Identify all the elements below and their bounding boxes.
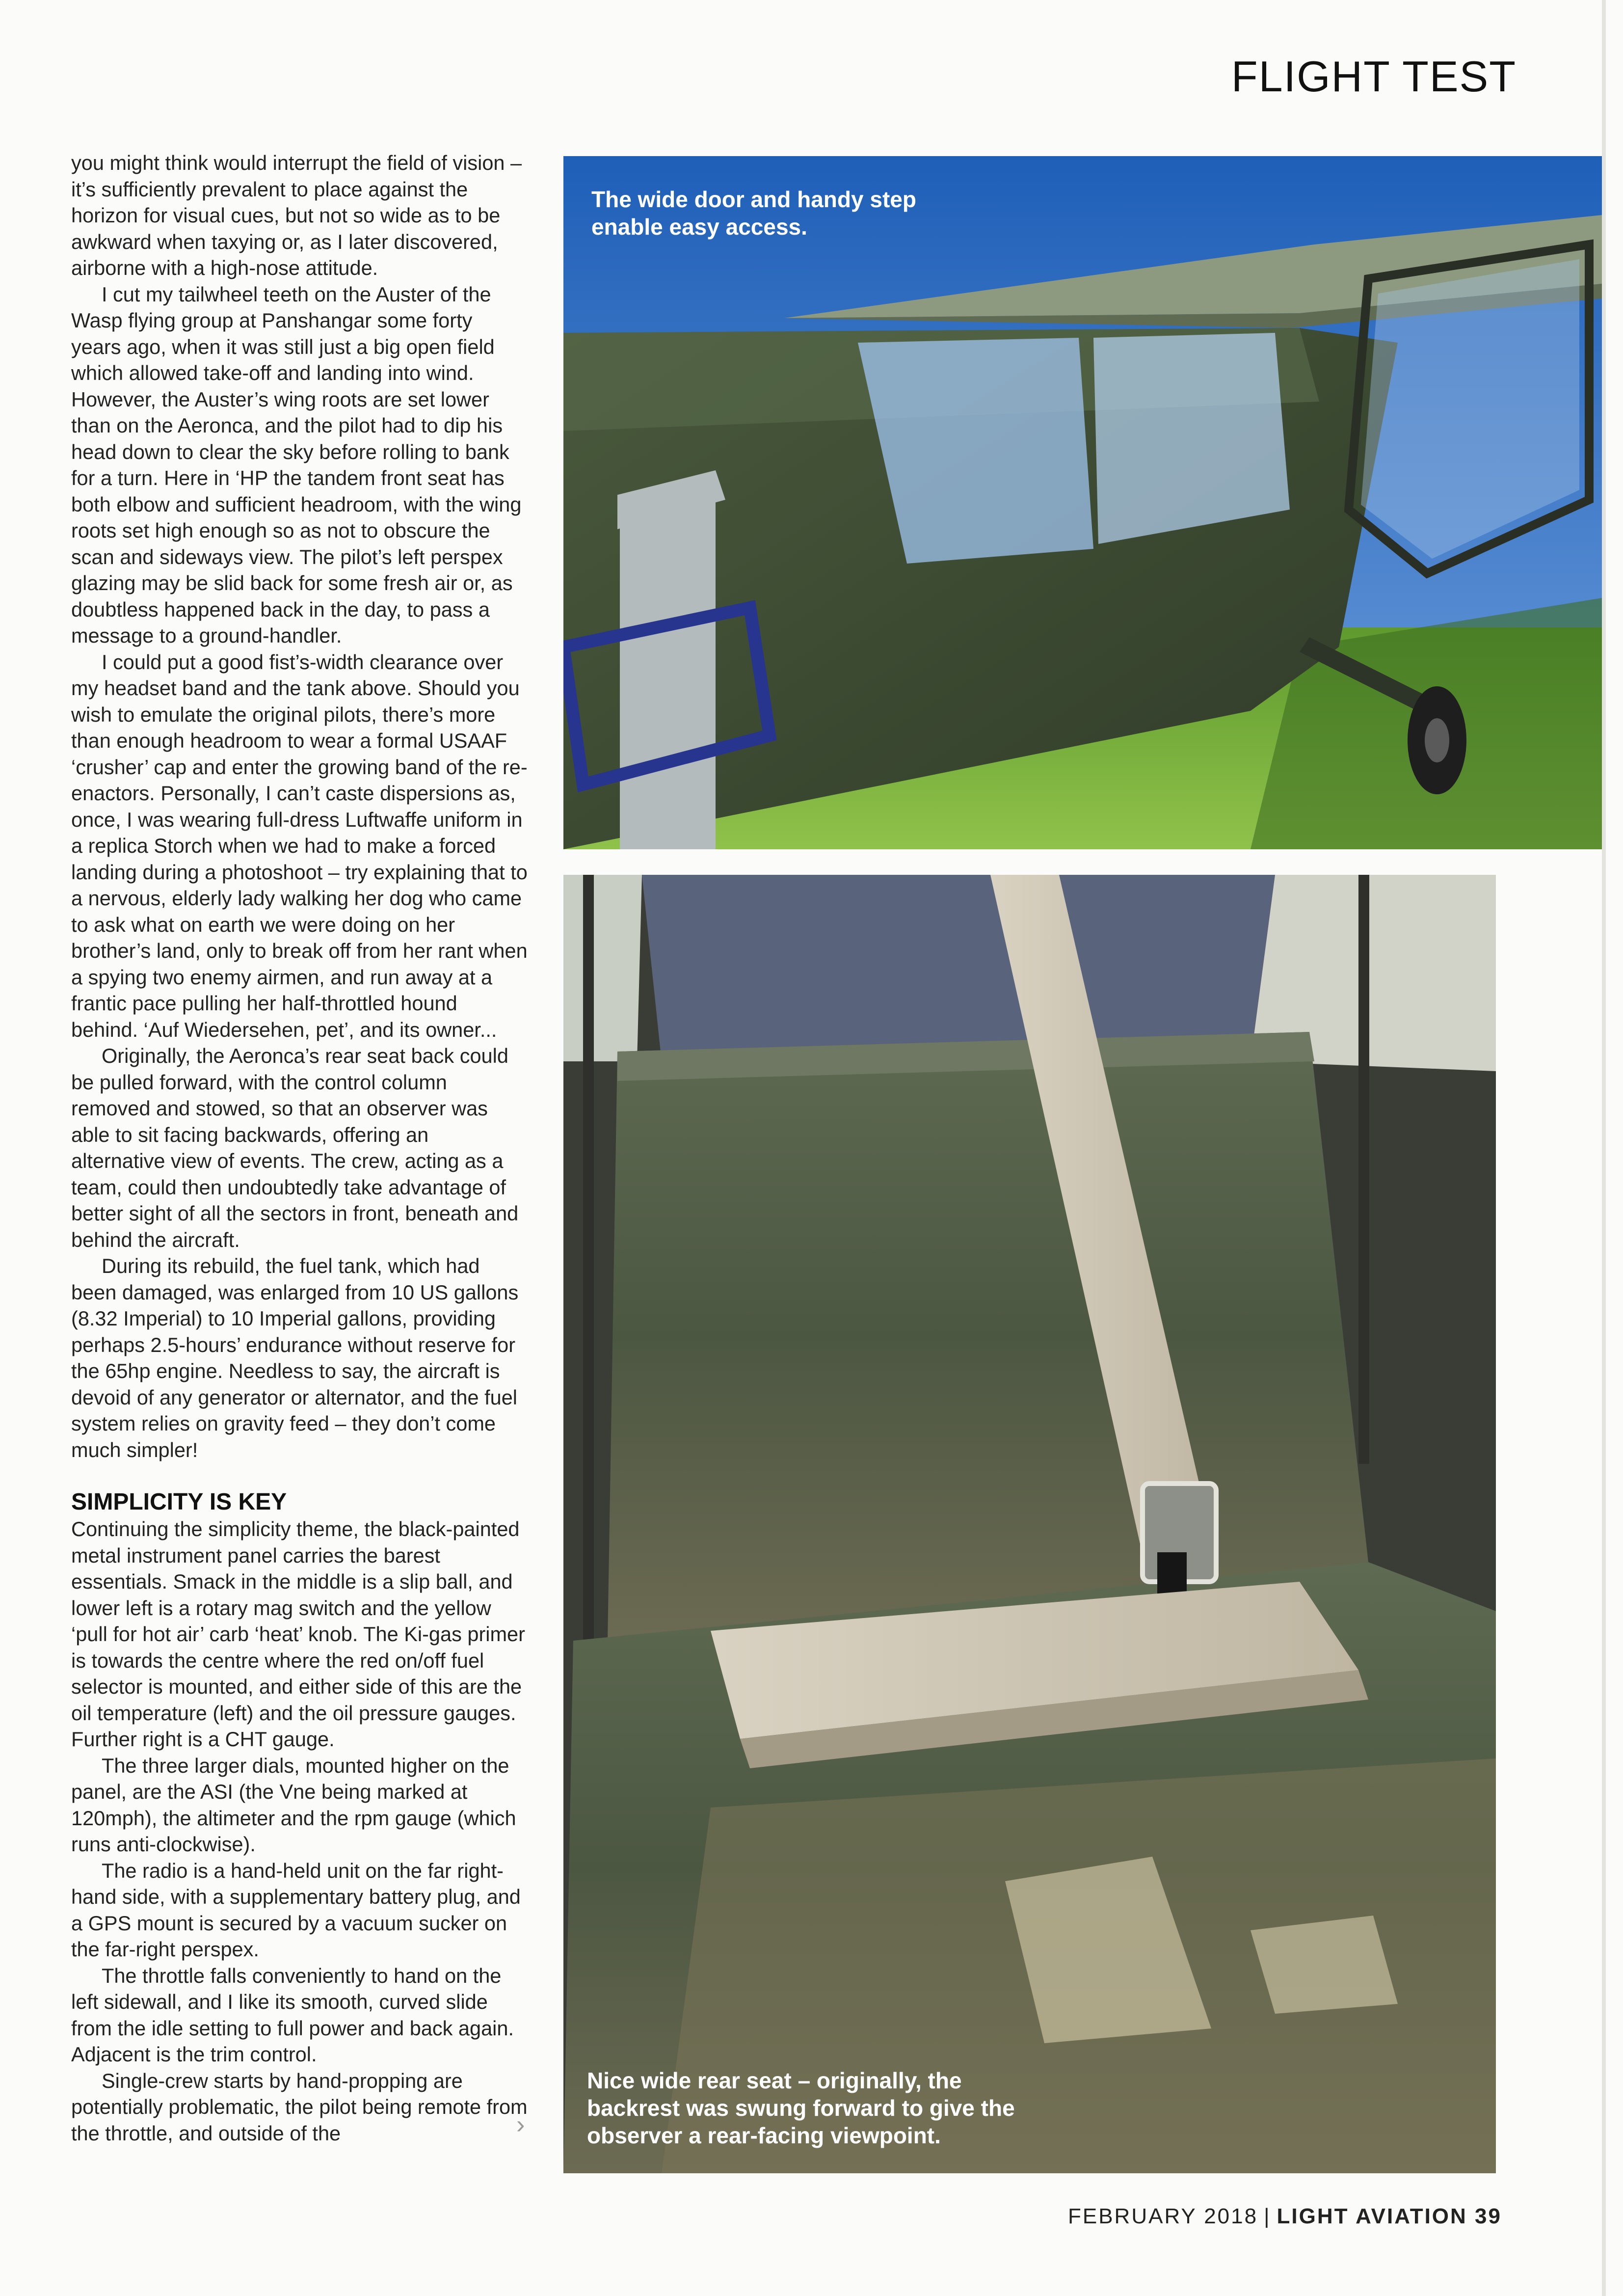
article-subheading: SIMPLICITY IS KEY	[71, 1489, 287, 1515]
article-paragraph: Continuing the simplicity theme, the black-painted metal instrument panel carries the barest essentials. Smack in the middle is a slip ball, and lower left is a rotary mag switch and the yellow ‘pull for hot air’ carb ‘heat’ knob. The Ki-gas primer is towards the centre where the red on/off fuel selector is mounted, and either side of this are the oil temperature (left) and the oil pressure gauges. Further right is a CHT gauge.	[71, 1517, 525, 1751]
photo-caption-top: The wide door and handy step enable easy access.	[591, 187, 916, 240]
article-paragraph: I cut my tailwheel teeth on the Auster of the Wasp flying group at Panshangar some forty years ago, when it was still just a big open field which allowed take-off and landing into wind. However, the Auster’s wing roots are set lower than on the Aeronca, and the pilot had to dip his head down to clear the sky before rolling to bank for a turn. Here in ‘HP the tandem front seat has both elbow and sufficient headroom, with the wing roots set high enough so as not to obscure the scan and sideways view. The pilot’s left perspex glazing may be slid back for some fresh air or, as doubtless happened back in the day, to pass a message to a ground-handler.	[71, 282, 522, 647]
page-edge-rule	[1602, 0, 1606, 2296]
footer-separator: |	[1264, 2204, 1271, 2228]
article-paragraph: The three larger dials, mounted higher on the panel, are the ASI (the Vne being marked at 120mph), the altimeter and the rpm gauge (which runs anti-clockwise).	[71, 1754, 516, 1856]
section-title: FLIGHT TEST	[1231, 52, 1517, 101]
issue-date: FEBRUARY 2018	[1067, 2204, 1258, 2228]
photo-caption-bottom: Nice wide rear seat – originally, the backrest was swung forward to give the observer a rear-facing viewpoint.	[587, 2068, 1015, 2148]
article-paragraph: The throttle falls conveniently to hand on the left sidewall, and I like its smooth, curved slide from the idle setting to full power and back again. Adjacent is the trim control.	[71, 1964, 514, 2066]
article-paragraph: Originally, the Aeronca’s rear seat back could be pulled forward, with the control column removed and stowed, so that an observer was able to sit facing backwards, offering an alternative view of events. The crew, acting as a team, could then undoubtedly take advantage of better sight of all the sectors in front, beneath and behind the aircraft.	[71, 1044, 519, 1251]
page-number: 39	[1475, 2204, 1502, 2228]
article-paragraph: The radio is a hand-held unit on the far right-hand side, with a supplementary battery plug, and a GPS mount is secured by a vacuum sucker on the far-right perspex.	[71, 1859, 521, 1961]
article-paragraph: you might think would interrupt the field of vision – it’s sufficiently prevalent to place against the horizon for visual cues, but not so wide as to be awkward when taxying or, as I later discovered, airborne with a high-nose attitude.	[71, 151, 522, 279]
article-paragraph: During its rebuild, the fuel tank, which had been damaged, was enlarged from 10 US gallons (8.32 Imperial) to 10 Imperial gallons, providing perhaps 2.5-hours’ endurance without reserve for the 65hp engine. Needless to say, the aircraft is devoid of any generator or alternator, and the fuel system relies on gravity feed – they don’t come much simpler!	[71, 1254, 519, 1461]
aircraft-door-photo	[563, 156, 1602, 849]
continue-arrow-icon: ›	[516, 2110, 525, 2139]
article-paragraph: Single-crew starts by hand-propping are potentially problematic, the pilot being remote from the throttle, and outside of the	[71, 2069, 528, 2145]
article-paragraph: I could put a good fist’s-width clearance over my headset band and the tank above. Should you wish to emulate the original pilots, there’s more than enough headroom to wear a formal USAAF ‘crusher’ cap and enter the growing band of the re-enactors. Personally, I can’t caste dispersions as, once, I was wearing full-dress Luftwaffe uniform in a replica Storch when we had to make a forced landing during a photoshoot – try explaining that to a nervous, elderly lady walking her dog who came to ask what on earth we were doing on her brother’s land, only to break off from her rant when a spying two enemy airmen, and run away at a frantic pace pulling her half-throttled hound behind. ‘Auf Wiedersehen, pet’, and its owner...	[71, 650, 528, 1041]
page-footer	[1021, 2204, 1502, 2229]
magazine-name: LIGHT AVIATION	[1277, 2204, 1467, 2228]
article-body	[71, 150, 528, 2146]
rear-seat-photo	[563, 875, 1496, 2173]
